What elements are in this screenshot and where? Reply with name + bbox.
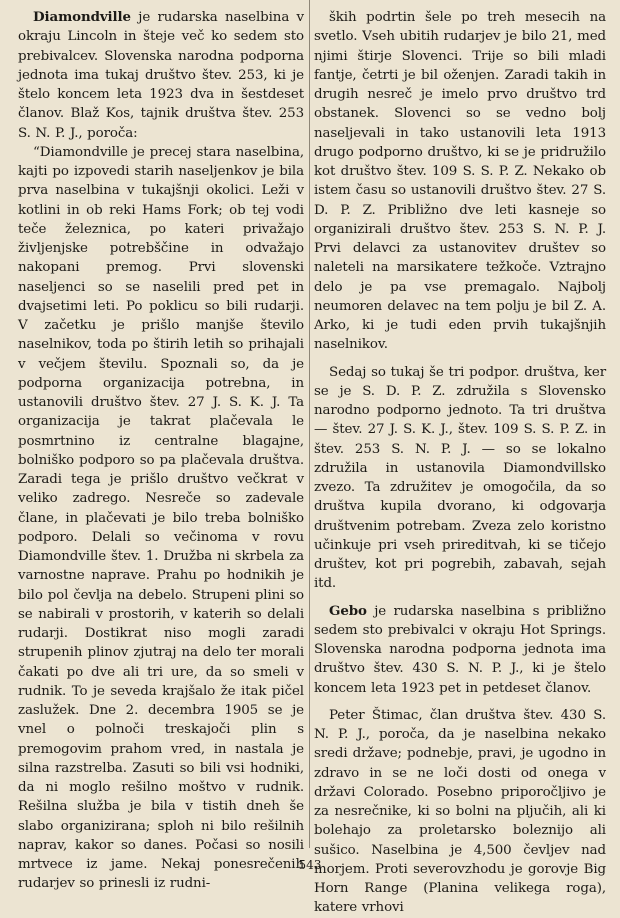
paragraph-text: je rudarska naselbina s približno sedem sto prebivalci v okraju Hot Springs. Slovenska narodna podporna jednota ima društvo štev. 430 S. N. P. J., ki je štelo koncem leta 1923 pet in petdeset članov. (314, 603, 606, 696)
column-divider (309, 0, 310, 848)
paragraph-societies: Sedaj so tukaj še tri podpor. društva, ker se je S. D. P. Z. združila s Slovensko narodno podporno jednoto. Ta tri društva — štev. 27 J. S. K. J., štev. 109 S. S. P. Z. in štev. 253 S. N. P. J. — so se lokalno združila in ustanovila Diamondvillsko zvezo. Ta združitev je omogočila, da so društva kupila dvorano, ki odgovarja društvenim potrebam. Zveza zelo koristno učinkuje pri vseh prireditvah, ki se tičejo društev, kot pri pogrebih, zabavah, sejah itd. (314, 364, 606, 592)
paragraph-text: je rudarska naselbina v okraju Lincoln in šteje več ko sedem sto prebivalcev. Slovenska narodna podporna jednota ima tukaj društvo štev. 253, ki je štelo koncem leta 1923 dva in šestdeset članov. Blaž Kos, tajnik društva štev. 253 S. N. P. J., poroča: (18, 10, 304, 141)
left-column (18, 8, 304, 894)
paragraph-report-quote: “Diamondville je precej stara naselbina, kajti po izpovedi starih naseljenkov je bila prva naselbina v tukajšnji okolici. Leži v kotlini in ob reki Hams Fork; ob tej vodi teče železnica, po kateri privažajo življenjske potrebščine in odvažajo nakopani premog. Prvi slovenski naseljenci so se naselili pred pet in dvajsetimi leti. Po poklicu so bili rudarji. V začetku je prišlo manjše število naselnikov, toda po štirih letih so prihajali v večjem številu. Spoznali so, da je podporna organizacija potrebna, in ustanovili društvo štev. 27 J. S. K. J. Ta organizacija je takrat plačevala le posmrtnino iz centralne blagajne, bolniško podporo so pa plačevala društva. Zaradi tega je prišlo društvo večkrat v veliko zadrego. Nesreče so zadevale člane, in plačevati je bilo treba bolniško podporo. Delali so večinoma v rovu Diamondville štev. 1. Družba ni skrbela za varnostne naprave. Prahu po hodnikih je bilo pol čevlja na debelo. Strupeni plini so se nabirali v prostorih, v katerih so delali rudarji. Dostikrat niso mogli zaradi strupenih plinov zjutraj na delo ter morali čakati po dve ali tri ure, da so smeli v rudnik. To je seveda krajšalo že itak pičel zaslužek. Dne 2. decembra 1905 se je vnel o polnoči treskajoči plin s premogovim prahom vred, in nastala je silna razstrelba. Zasuti so bili vsi hodniki, da ni moglo rešilno moštvo v rudnik. Rešilna služba je bila v tistih dneh še slabo organizirana; sploh ni bilo rešilnih naprav, kakor so danes. Počasi so nosili mrtvece iz jame. Nekaj ponesrečenih rudarjev so prinesli iz rudni- (18, 144, 304, 892)
paragraph-gebo-intro (314, 602, 606, 698)
paragraph-diamondville-intro (18, 8, 304, 143)
right-column (314, 8, 606, 918)
place-name-gebo: Gebo (329, 602, 367, 619)
place-name-diamondville: Diamondville (33, 9, 131, 25)
paragraph-gebo-report: Peter Štimac, član društva štev. 430 S. N. P. J., poroča, da je naselbina nekako sredi države; podnebje, pravi, je ugodno in zdravo in se ne loči dosti od onega v državi Colorado. Posebno priporočljivo je za nesrečnike, ki so bolni na pljučih, ali ki bolehajo za proletarsko boleznijo ali sušico. Naselbina je 4,500 čevljev nad morjem. Proti severovzhodu je gorovje Big Horn Range (Planina velikega roga), katere vrhovi (314, 707, 606, 916)
paragraph-continuation: ških podrtin šele po treh mesecih na svetlo. Vseh ubitih rudarjev je bilo 21, med njimi štirje Slovenci. Trije so bili mladi fantje, četrti je bil oženjen. Zaradi takih in drugih nesreč je imelo prvo društvo trd obstanek. Slovenci so se vedno bolj naseljevali in tako ustanovili leta 1913 drugo podporno društvo, ki se je pridružilo kot društvo štev. 109 S. S. P. Z. Nekako ob istem času so ustanovili društvo štev. 27 S. D. P. Z. Približno dve leti kasneje so organizirali društvo štev. 253 S. N. P. J. Prvi delavci za ustanovitev društev so naleteli na marsikatere težkoče. Vztrajno delo je pa vse premagalo. Najbolj neumoren delavec na tem polju je bil Z. A. Arko, ki je tudi eden prvih tukajšnjih naselnikov. (314, 10, 606, 353)
page-number: 543 (298, 858, 322, 872)
